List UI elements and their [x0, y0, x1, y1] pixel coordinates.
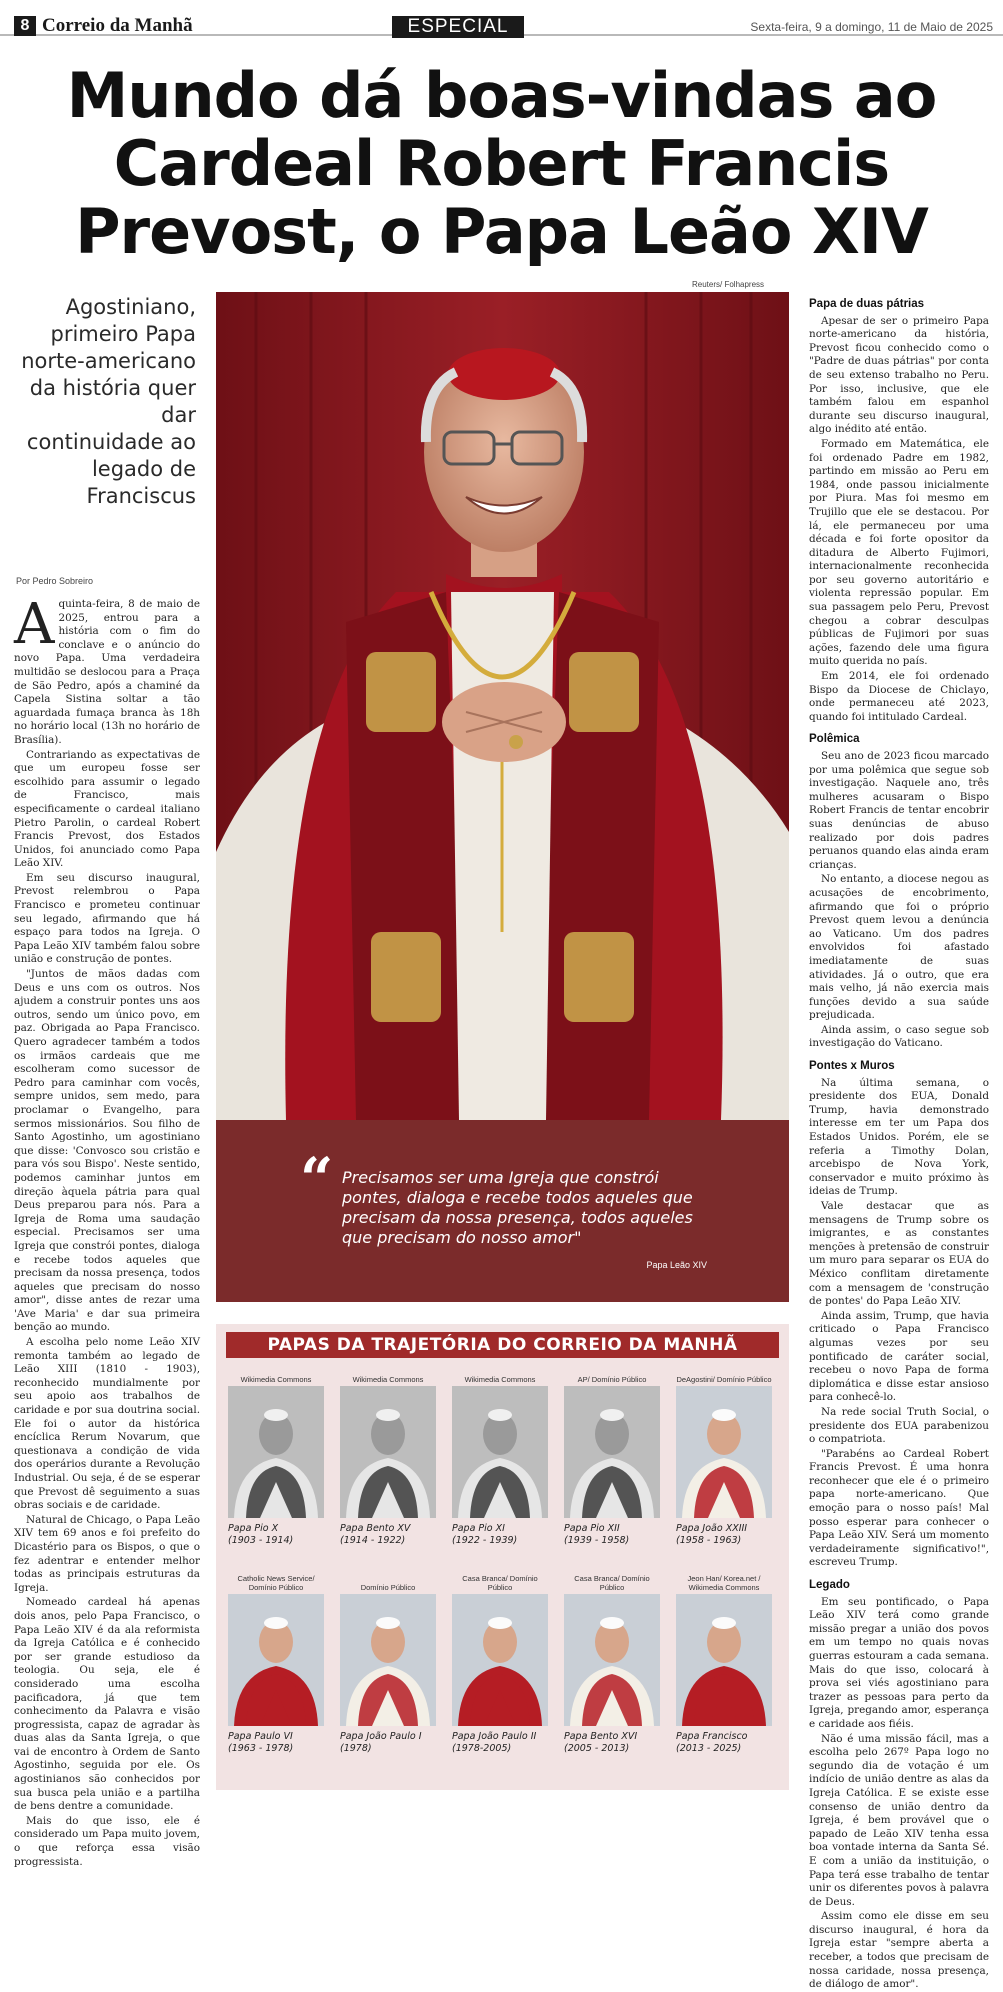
subhead: Pontes x Muros	[809, 1060, 895, 1073]
paragraph: Em 2014, ele foi ordenado Bispo da Diocese de Chiclayo, onde permaneceu até 2023, quando foi intitulado Cardeal.	[809, 670, 989, 723]
paragraph: A escolha pelo nome Leão XIV remonta também ao legado de Leão XIII (1810 - 1903), reconhecido mundialmente por seu apoio aos trabalhos de caridade e por sua doutrina social. Ele foi o autor da histórica encíclica Rerum Novarum, que questionava a condição de vida dos operários durante a Revolução Industrial. Ou seja, é de se esperar que Prevost dê seguimento a suas obras sociais e de caridade.	[14, 1336, 200, 1512]
pope-portrait-illustration	[216, 292, 789, 1120]
pope-years: (2013 - 2025)	[676, 1743, 742, 1754]
page-number: 8	[14, 16, 36, 36]
deck: Agostiniano, primeiro Papa norte-americano da história quer dar continuidade ao legado de Franciscus	[21, 295, 196, 508]
pope-portrait	[676, 1386, 772, 1518]
photo-credit: Reuters/ Folhapress	[692, 280, 765, 289]
section-label: ESPECIAL	[392, 16, 524, 38]
paragraph: Não é uma missão fácil, mas a escolha pelo 267º Papa logo no segundo dia de votação é um indício de união dentre as alas da Igreja Católica. E se existe esse consenso de união dentro da Igreja, é bem provável que o papado de Leão XIV tenha essa boa vontade interna da Santa Sé. E com a união da instituição, o Papa terá esse trabalho de tentar unir os diferentes povos à palavra de Deus.	[809, 1732, 989, 1908]
subhead: Legado	[809, 1579, 850, 1592]
lead-paragraph: quinta-feira, 8 de maio de 2025, entrou para a história com o fim do conclave e o anúncio do novo Papa. Uma verdadeira multidão se deslocou para a Praça de São Pedro, após a chaminé da Capela Sistina soltar a tão aguardada fumaça branca às 18h no horário local (13h no horário de Brasília).	[14, 598, 200, 746]
pope-photo-credit: Wikimedia Commons	[352, 1375, 424, 1384]
pope-name: Papa Pio XI	[452, 1523, 505, 1534]
quote-text: Precisamos ser uma Igreja que constrói pontes, dialoga e recebe todos aqueles que precisam da nossa presença, todos aqueles que precisam do nosso amor"	[342, 1168, 693, 1247]
pope-card	[338, 1570, 438, 1755]
pope-card	[562, 1570, 662, 1755]
paragraph: Apesar de ser o primeiro Papa norte-americano da história, Prevost ficou conhecido como o "Padre de duas pátrias" por conta de seu extenso trabalho no Peru. Por isso, inclusive, que ele também falou em espanhol durante seu discurso inaugural, algo inédito até então.	[809, 314, 989, 436]
pope-card	[450, 1362, 550, 1547]
pope-name: Papa João XXIII	[676, 1523, 748, 1534]
pope-portrait	[340, 1386, 436, 1518]
pope-name: Papa João Paulo II	[452, 1731, 537, 1742]
issue-date: Sexta-feira, 9 a domingo, 11 de Maio de 2025	[750, 20, 993, 34]
pope-card	[450, 1570, 550, 1755]
paragraph: Em seu discurso inaugural, Prevost relembrou o Papa Francisco e prometeu continuar seu legado, afirmando que há espaço para todos na Igreja. O Papa Leão XIV também falou sobre união e construção de pontes.	[14, 871, 200, 966]
byline: Por Pedro Sobreiro	[16, 576, 94, 586]
pope-leo-photo	[216, 292, 789, 1120]
pope-name: Papa Pio XII	[564, 1523, 620, 1534]
pope-photo-credit: Wikimedia Commons	[464, 1375, 536, 1384]
pope-name: Papa Bento XVI	[564, 1731, 638, 1742]
pope-card	[338, 1362, 438, 1547]
pope-photo-credit: Jeon Han/ Korea.net / Wikimedia Commons	[687, 1574, 761, 1592]
pope-portrait	[340, 1594, 436, 1726]
quote-author: Papa Leão XIV	[646, 1260, 707, 1270]
pope-name: Papa Francisco	[676, 1731, 748, 1742]
pope-photo-credit: Casa Branca/ Domínio Público	[462, 1574, 538, 1592]
popes-box-title: PAPAS DA TRAJETÓRIA DO CORREIO DA MANHÃ	[226, 1332, 779, 1358]
pope-years: (1903 - 1914)	[228, 1535, 294, 1546]
subhead: Papa de duas pátrias	[809, 298, 925, 310]
article-column-right	[809, 298, 989, 1991]
paragraph: "Juntos de mãos dadas com Deus e uns com os outros. Nos ajudem a construir pontes uns aos outros, sendo um único povo, em paz. Obrigada ao Papa Francisco. Quero agradecer também a todos os irmãos cardeais que me escolheram como sucessor de Pedro para caminhar com vocês, sempre unidos, sem medo, para proclamar o Evangelho, para sermos missionários. Sou filho de Santo Agostinho, um agostiniano que disse: 'Convosco sou cristão e para vós sou Bispo'. Neste sentido, podemos caminhar juntos em direção àquela pátria para qual Deus preparou para nós. Para a Igreja de Roma uma saudação especial. Precisamos ser uma Igreja que constrói pontes, dialoga e recebe todos aqueles que precisam da nossa presença, todos aqueles que precisam do nosso amor", disse antes de rezar uma 'Ave Maria' e dar sua primeira benção ao mundo.	[14, 968, 200, 1334]
pope-years: (2005 - 2013)	[564, 1743, 630, 1754]
paragraph: "Parabéns ao Cardeal Robert Francis Prevost. É uma honra reconhecer que ele é o primeiro papa norte-americano. Que emoção para o nosso país! Mal posso esperar para conhecer o Papa Leão XIV. Será um momento verdadeiramente significativo!", escreveu Trump.	[809, 1447, 989, 1569]
pope-years: (1978-2005)	[452, 1743, 512, 1754]
pope-name: Papa Bento XV	[340, 1523, 411, 1534]
pope-photo-credit: Domínio Público	[360, 1583, 416, 1592]
pope-card	[674, 1570, 774, 1755]
pope-photo-credit: Catholic News Service/ Domínio Público	[237, 1574, 315, 1592]
paragraph: Assim como ele disse em seu discurso inaugural, é hora da Igreja estar "sempre aberta a receber, a todos que precisam de nossa caridade, nossa presença, de diálogo de amor".	[809, 1910, 989, 1991]
pope-card	[562, 1362, 662, 1547]
paragraph: Seu ano de 2023 ficou marcado por uma polêmica que segue sob investigação. Naquele ano, três mulheres acusaram o Bispo Robert Francis de tentar encobrir suas denúncias de abuso realizado por dois padres peruanos quando elas ainda eram crianças.	[809, 750, 989, 871]
subhead: Polêmica	[809, 733, 860, 746]
pope-portrait	[228, 1386, 324, 1518]
pope-portrait	[452, 1594, 548, 1726]
pope-card	[674, 1362, 774, 1547]
pope-photo-credit: DeAgostini/ Domínio Público	[676, 1375, 772, 1384]
pope-name: Papa João Paulo I	[340, 1731, 422, 1742]
paragraph: Vale destacar que as mensagens de Trump sobre os imigrantes, e as constantes menções à pretensão de construir um muro para separar os EUA do México conflitam diretamente com a mensagem de 'construção de pontes' do Papa Leão XIV.	[809, 1200, 989, 1308]
paragraph: Na última semana, o presidente dos EUA, Donald Trump, havia demonstrado interesse em ter um Papa dos Estados Unidos. Porém, ele se referia a Timothy Dolan, arcebispo de Nova York, conservador e muito próximo às ideias de Trump.	[809, 1076, 989, 1198]
headline: Mundo dá boas-vindas ao Cardeal Robert Francis Prevost, o Papa Leão XIV	[66, 59, 937, 268]
pope-years: (1978)	[340, 1743, 372, 1754]
quote-mark-icon: “	[300, 1145, 334, 1213]
paragraph: Em seu pontificado, o Papa Leão XIV terá como grande missão pregar a união dos povos em um tempo no quais novas guerras estouram a cada semana. Mais do que isso, colocará à prova sei viés agostiniano para trazer as pessoas para perto da Igreja, pregando amor, esperança e caridade aos fiéis.	[809, 1595, 989, 1730]
pope-photo-credit: AP/ Domínio Público	[577, 1375, 647, 1384]
paragraph: Ainda assim, Trump, que havia criticado o Papa Francisco algumas vezes por seu pontificado de caráter social, recebeu o novo Papa de forma diplomática e disse estar ansioso para conhecê-lo.	[809, 1309, 989, 1404]
paragraph: Mais do que isso, ele é considerado um Papa muito jovem, o que reforça essa visão progressista.	[14, 1814, 200, 1868]
dropcap: A	[14, 592, 55, 657]
pope-years: (1958 - 1963)	[676, 1535, 742, 1546]
paragraph: Natural de Chicago, o Papa Leão XIV tem 69 anos e foi prefeito do Dicastério para os Bispos, o que o fez adentrar e entender melhor todas as principais estruturas da Igreja.	[14, 1513, 200, 1594]
newspaper-name: Correio da Manhã	[42, 15, 193, 36]
pope-years: (1963 - 1978)	[228, 1743, 294, 1754]
page-header	[0, 0, 1003, 36]
pope-years: (1922 - 1939)	[452, 1535, 518, 1546]
paragraph: No entanto, a diocese negou as acusações de encobrimento, afirmando que foi o próprio Prevost quem levou a denúncia ao Vaticano. Um dos padres envolvidos foi afastado imediatamente de suas atividades. Já o outro, que era mais velho, já não exercia mais funções devido a sua saúde prejudicada.	[809, 873, 989, 1022]
pope-photo-credit: Wikimedia Commons	[240, 1375, 312, 1384]
article-column-left	[14, 592, 200, 1868]
pope-name: Papa Pio X	[228, 1523, 279, 1534]
pope-portrait	[676, 1594, 772, 1726]
pope-years: (1914 - 1922)	[340, 1535, 406, 1546]
pope-card	[226, 1570, 326, 1755]
paragraph: Ainda assim, o caso segue sob investigação do Vaticano.	[809, 1023, 989, 1050]
popes-timeline-box	[216, 1324, 789, 1790]
paragraph: Na rede social Truth Social, o presidente dos EUA parabenizou o compatriota.	[809, 1405, 989, 1446]
pope-years: (1939 - 1958)	[564, 1535, 630, 1546]
pope-portrait	[564, 1386, 660, 1518]
pope-portrait	[564, 1594, 660, 1726]
pope-photo-credit: Casa Branca/ Domínio Público	[574, 1574, 650, 1592]
pope-name: Papa Paulo VI	[228, 1731, 293, 1742]
pope-portrait	[228, 1594, 324, 1726]
pull-quote	[216, 1120, 789, 1302]
pope-card	[226, 1362, 326, 1547]
paragraph: Contrariando as expectativas de que um europeu fosse ser escolhido para assumir o legado de Francisco, mais especificamente o cardeal italiano Pietro Parolin, o cardeal Robert Francis Prevost, dos Estados Unidos, foi anunciado como Papa Leão XIV.	[14, 748, 200, 870]
paragraph: Formado em Matemática, ele foi ordenado Padre em 1982, partindo em missão ao Peru em 1984, onde passou inicialmente por Piura. Mas foi mesmo em Trujillo que ele se destacou. Por lá, ele permaneceu por uma década e foi forte opositor da ditadura de Alberto Fujimori, internacionalmente reconhecida por seu governo autoritário e violenta repressão popular. Em sua passagem pelo Peru, Prevost chegou a cobrar desculpas públicas de Fujimori por suas ações, fazendo dele uma figura muito querida no país.	[809, 437, 989, 668]
pope-portrait	[452, 1386, 548, 1518]
paragraph: Nomeado cardeal há apenas dois anos, pelo Papa Francisco, o Papa Leão XIV é da ala reformista da Igreja Católica e é conhecido por ser grande estudioso da teologia. Ou seja, ele é considerado uma escolha pacificadora, já que tem conhecimento da Palavra e visão progressista, capaz de agradar às duas alas da Santa Igreja, o que vai de encontro à Ordem de Santo Agostinho, seguida por ele. Os agostinianos são conhecidos por sua busca pela união e a partilha de bens dentre a comunidade.	[14, 1596, 200, 1813]
